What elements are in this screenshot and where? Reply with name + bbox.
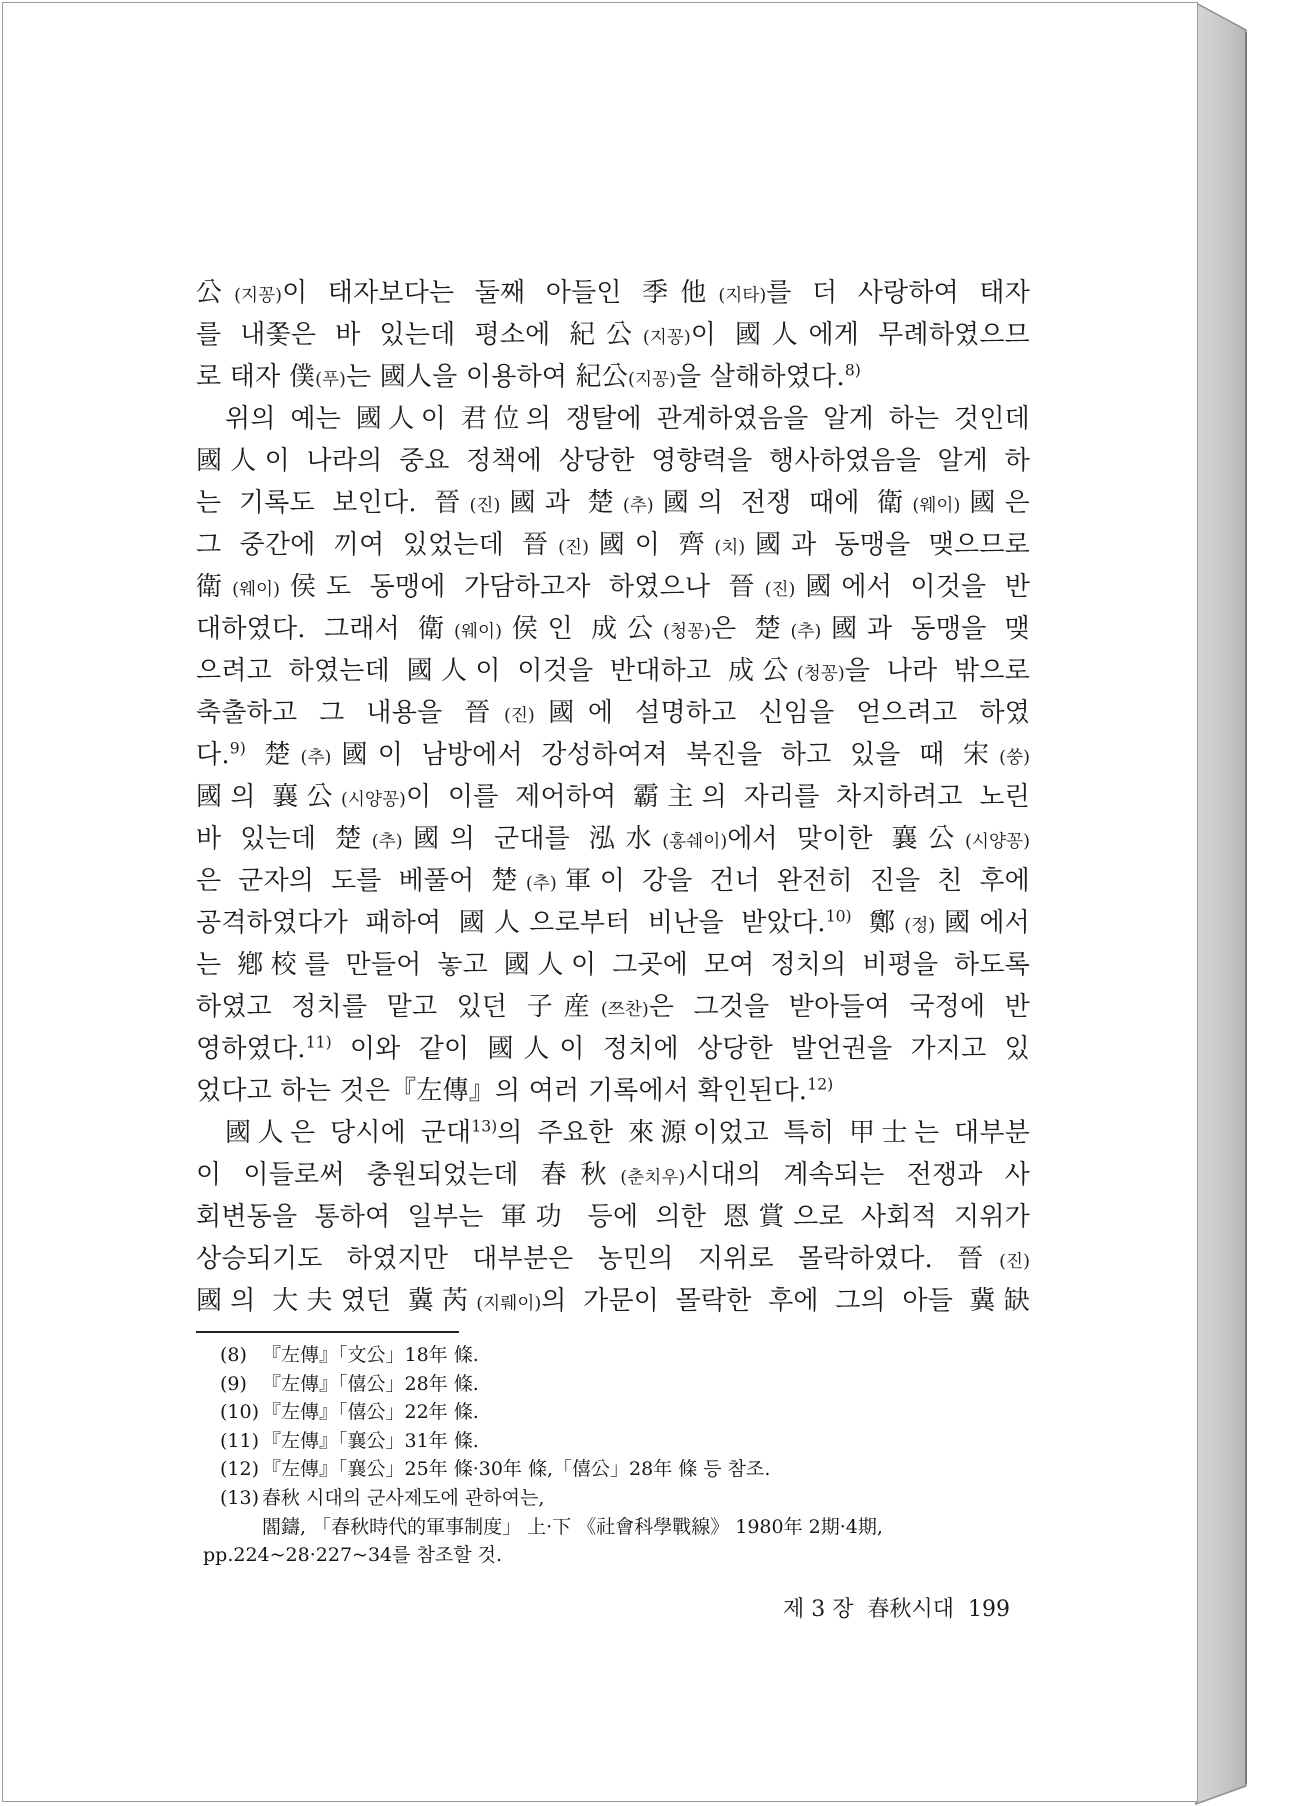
reading-annotation: (진) bbox=[764, 580, 796, 600]
page-number: 199 bbox=[968, 1597, 1010, 1622]
reading-annotation: (추) bbox=[525, 874, 557, 894]
text-run: 에서 맞이한 襄公 bbox=[727, 824, 965, 854]
reading-annotation: (쯔찬) bbox=[600, 1000, 649, 1020]
footnote bbox=[196, 1484, 1030, 1513]
text-run: 로 태자 僕 bbox=[196, 362, 316, 392]
text-run: 國의 襄公 bbox=[196, 782, 341, 812]
text-run: 軍이 강을 건너 완전히 진을 친 후에 bbox=[556, 866, 1030, 896]
reading-annotation: (시양꽁) bbox=[964, 832, 1030, 852]
text-line bbox=[196, 776, 1030, 818]
reading-annotation: (지타) bbox=[718, 286, 767, 306]
text-run: 國人이 나라의 중요 정책에 상당한 영향력을 행사하였음을 알게 하 bbox=[196, 446, 1030, 476]
footnotes bbox=[196, 1341, 1030, 1570]
reading-annotation: (춘치우) bbox=[620, 1168, 686, 1188]
text-line bbox=[196, 1280, 1030, 1322]
reading-annotation: (쑹) bbox=[999, 748, 1030, 768]
text-line bbox=[196, 314, 1030, 356]
reading-annotation: (치) bbox=[714, 538, 746, 558]
text-run: 위의 예는 國人이 君位의 쟁탈에 관계하였음을 알게 하는 것인데 bbox=[225, 404, 1030, 434]
text-run: 國의 전쟁 때에 衛 bbox=[653, 488, 913, 518]
text-run: 이와 같이 國人이 정치에 상당한 발언권을 가지고 있 bbox=[331, 1034, 1030, 1064]
reading-annotation: (청꽁) bbox=[796, 664, 845, 684]
paragraph bbox=[196, 1112, 1030, 1322]
text-run: 대하였다. 그래서 衛 bbox=[196, 614, 455, 644]
running-footer bbox=[600, 1594, 1010, 1626]
text-run: 鄭 bbox=[851, 908, 905, 938]
footnote-number: (10) bbox=[220, 1401, 260, 1424]
text-run: 은 그것을 받아들여 국정에 반 bbox=[648, 992, 1030, 1022]
text-run: 國과 동맹을 맺 bbox=[821, 614, 1030, 644]
text-line bbox=[196, 860, 1030, 902]
text-line bbox=[196, 566, 1030, 608]
footnote-reference: 11) bbox=[305, 1033, 332, 1052]
text-run: 으려고 하였는데 國人이 이것을 반대하고 成公 bbox=[196, 656, 797, 686]
text-run: 바 있는데 楚 bbox=[196, 824, 372, 854]
text-run: 楚 bbox=[245, 740, 301, 770]
body-text bbox=[196, 272, 1030, 1322]
text-run: 國은 bbox=[960, 488, 1030, 518]
text-run: 의 주요한 來源이었고 특히 甲士는 대부분 bbox=[497, 1118, 1030, 1148]
text-line bbox=[196, 1070, 1030, 1112]
text-line bbox=[196, 482, 1030, 524]
footnote-continuation: pp.224~28·227~34를 참조할 것. bbox=[203, 1544, 503, 1567]
reading-annotation: (정) bbox=[904, 916, 936, 936]
footnote bbox=[196, 1455, 1030, 1484]
text-run: 國의 군대를 泓水 bbox=[402, 824, 663, 854]
footnote-text: 『左傳』「襄公」31年 條. bbox=[262, 1429, 479, 1452]
text-run: 를 더 사랑하여 태자 bbox=[766, 278, 1030, 308]
footnote bbox=[196, 1427, 1030, 1456]
text-run: 國에서 bbox=[935, 908, 1030, 938]
text-run: 는 鄕校를 만들어 놓고 國人이 그곳에 모여 정치의 비평을 하도록 bbox=[196, 950, 1030, 980]
reading-annotation: (진) bbox=[558, 538, 590, 558]
reading-annotation: (추) bbox=[300, 748, 332, 768]
text-run: 公 bbox=[196, 278, 235, 308]
text-run: 는 기록도 보인다. 晉 bbox=[196, 488, 470, 518]
reading-annotation: (지꽁) bbox=[642, 328, 691, 348]
text-line bbox=[196, 1112, 1030, 1154]
text-run: 이 國人에게 무례하였으므 bbox=[690, 320, 1030, 350]
reading-annotation: (푸) bbox=[315, 370, 346, 390]
footnote-number: (12) bbox=[220, 1458, 260, 1481]
footnote bbox=[196, 1398, 1030, 1427]
reading-annotation: (진) bbox=[469, 496, 501, 516]
text-line bbox=[196, 272, 1030, 314]
footnote-number: (11) bbox=[220, 1429, 260, 1452]
text-run: 國人은 당시에 군대 bbox=[225, 1118, 472, 1148]
reading-annotation: (지꽁) bbox=[234, 286, 283, 306]
text-line bbox=[196, 650, 1030, 692]
text-run: 國의 大夫였던 冀芮 bbox=[196, 1286, 477, 1316]
footnote-reference: 10) bbox=[825, 907, 852, 926]
footnote-text: 『左傳』「文公」18年 條. bbox=[262, 1344, 479, 1366]
text-run: 을 살해하였다. bbox=[675, 362, 845, 392]
paragraph bbox=[196, 398, 1030, 1112]
reading-annotation: (웨이) bbox=[912, 496, 961, 516]
footnote-reference: 8) bbox=[844, 361, 861, 380]
reading-annotation: (추) bbox=[790, 622, 822, 642]
text-line bbox=[196, 440, 1030, 482]
text-run: 를 내쫓은 바 있는데 평소에 紀公 bbox=[196, 320, 643, 350]
footnote-number: (8) bbox=[220, 1344, 247, 1366]
text-run: 는 國人을 이용하여 紀公 bbox=[345, 362, 629, 392]
text-run: 은 군자의 도를 베풀어 楚 bbox=[196, 866, 526, 896]
reading-annotation: (지꽁) bbox=[628, 370, 676, 390]
reading-annotation: (진) bbox=[999, 1252, 1030, 1272]
text-line bbox=[196, 1238, 1030, 1280]
text-run: 이 이를 제어하여 霸主의 자리를 차지하려고 노린 bbox=[405, 782, 1030, 812]
text-line bbox=[196, 608, 1030, 650]
footnote bbox=[196, 1370, 1030, 1399]
text-run: 시대의 계속되는 전쟁과 사 bbox=[685, 1160, 1030, 1190]
footnote-continuation: 閻鑄, 「春秋時代的軍事制度」 上·下 《社會科學戰線》 1980年 2期·4期, bbox=[262, 1515, 883, 1538]
footnote-number: (9) bbox=[220, 1372, 247, 1395]
chapter-label: 제 3 장 bbox=[782, 1597, 854, 1622]
text-run: 의 가문이 몰락한 후에 그의 아들 冀缺 bbox=[541, 1286, 1030, 1316]
text-run: 衛 bbox=[196, 572, 233, 602]
footnote-reference: 9) bbox=[229, 739, 246, 758]
reading-annotation: (추) bbox=[371, 832, 403, 852]
text-line bbox=[196, 356, 1030, 398]
footnote-divider bbox=[196, 1331, 459, 1333]
text-run: 회변동을 통하여 일부는 軍功 등에 의한 恩賞으로 사회적 지위가 bbox=[196, 1202, 1030, 1232]
text-line bbox=[196, 818, 1030, 860]
text-run: 이 이들로써 충원되었는데 春秋 bbox=[196, 1160, 621, 1190]
text-line bbox=[196, 944, 1030, 986]
text-line bbox=[196, 524, 1030, 566]
text-run: 侯인 成公 bbox=[501, 614, 664, 644]
text-run: 國이 齊 bbox=[589, 530, 715, 560]
reading-annotation: (지뤠이) bbox=[476, 1294, 542, 1314]
text-run: 國과 楚 bbox=[500, 488, 623, 518]
paragraph bbox=[196, 272, 1030, 398]
text-run: 國이 남방에서 강성하여져 북진을 하고 있을 때 宋 bbox=[331, 740, 1000, 770]
text-line bbox=[196, 734, 1030, 776]
text-run: 축출하고 그 내용을 晉 bbox=[196, 698, 504, 728]
footnote-text: 春秋 시대의 군사제도에 관하여는, bbox=[262, 1486, 545, 1509]
text-run: 공격하였다가 패하여 國人으로부터 비난을 받았다. bbox=[196, 908, 826, 938]
reading-annotation: (진) bbox=[503, 706, 535, 726]
text-line bbox=[196, 692, 1030, 734]
text-run: 을 나라 밖으로 bbox=[844, 656, 1030, 686]
text-run: 國에서 이것을 반 bbox=[795, 572, 1030, 602]
text-line bbox=[196, 986, 1030, 1028]
text-run: 은 楚 bbox=[710, 614, 791, 644]
text-run: 상승되기도 하였지만 대부분은 농민의 지위로 몰락하였다. 晉 bbox=[196, 1244, 1000, 1274]
footnote-reference: 13) bbox=[471, 1117, 498, 1136]
text-run: 그 중간에 끼여 있었는데 晉 bbox=[196, 530, 559, 560]
text-run: 이 태자보다는 둘째 아들인 季他 bbox=[282, 278, 719, 308]
footnote-text: 『左傳』「僖公」28年 條. bbox=[262, 1372, 479, 1395]
text-run: 영하였다. bbox=[196, 1034, 306, 1064]
footnote-reference: 12) bbox=[807, 1075, 834, 1094]
text-run: 다. bbox=[196, 740, 230, 770]
text-run: 었다고 하는 것은『左傳』의 여러 기록에서 확인된다. bbox=[196, 1076, 808, 1106]
text-line bbox=[196, 1196, 1030, 1238]
footnote-number: (13) bbox=[220, 1486, 260, 1509]
text-run: 國에 설명하고 신임을 얻으려고 하였 bbox=[534, 698, 1030, 728]
text-line bbox=[196, 1028, 1030, 1070]
footnote-text: 『左傳』「僖公」22年 條. bbox=[262, 1401, 479, 1424]
reading-annotation: (웨이) bbox=[232, 580, 281, 600]
reading-annotation: (청꽁) bbox=[663, 622, 711, 642]
text-run: 國과 동맹을 맺으므로 bbox=[745, 530, 1030, 560]
book-edge-strip bbox=[1196, 3, 1246, 1804]
reading-annotation: (추) bbox=[622, 496, 654, 516]
text-run: 侯도 동맹에 가담하고자 하였으나 晉 bbox=[280, 572, 765, 602]
text-run: 하였고 정치를 맡고 있던 子産 bbox=[196, 992, 601, 1022]
reading-annotation: (홍쉐이) bbox=[662, 832, 728, 852]
reading-annotation: (웨이) bbox=[454, 622, 502, 642]
text-line bbox=[196, 1154, 1030, 1196]
text-line bbox=[196, 398, 1030, 440]
reading-annotation: (시양꽁) bbox=[340, 790, 406, 810]
section-label: 春秋시대 bbox=[867, 1597, 954, 1622]
text-line bbox=[196, 902, 1030, 944]
footnote bbox=[196, 1341, 1030, 1370]
footnote-text: 『左傳』「襄公」25年 條·30年 條,「僖公」28年 條 등 참조. bbox=[262, 1458, 771, 1481]
